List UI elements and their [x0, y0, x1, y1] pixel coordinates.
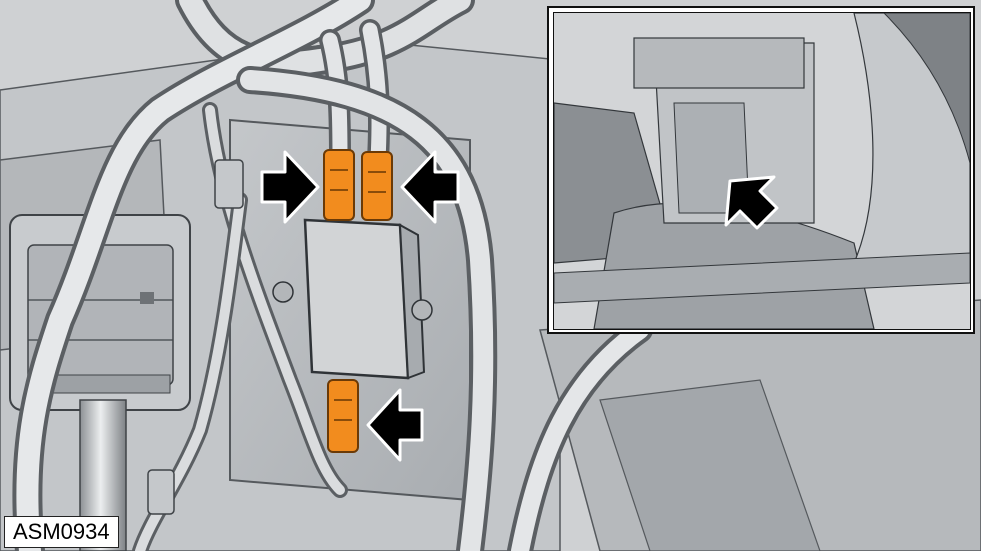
figure-id-label: ASM0934 [4, 516, 119, 548]
harness-connector [215, 160, 243, 208]
inset-crossmember [634, 38, 804, 88]
orange-connector-lower [328, 380, 358, 452]
inset-locator-view [547, 6, 975, 334]
orange-connector-left [324, 150, 354, 220]
inset-illustration [553, 12, 971, 330]
lower-harness-connector [148, 470, 174, 514]
orange-connector-right [362, 152, 392, 220]
